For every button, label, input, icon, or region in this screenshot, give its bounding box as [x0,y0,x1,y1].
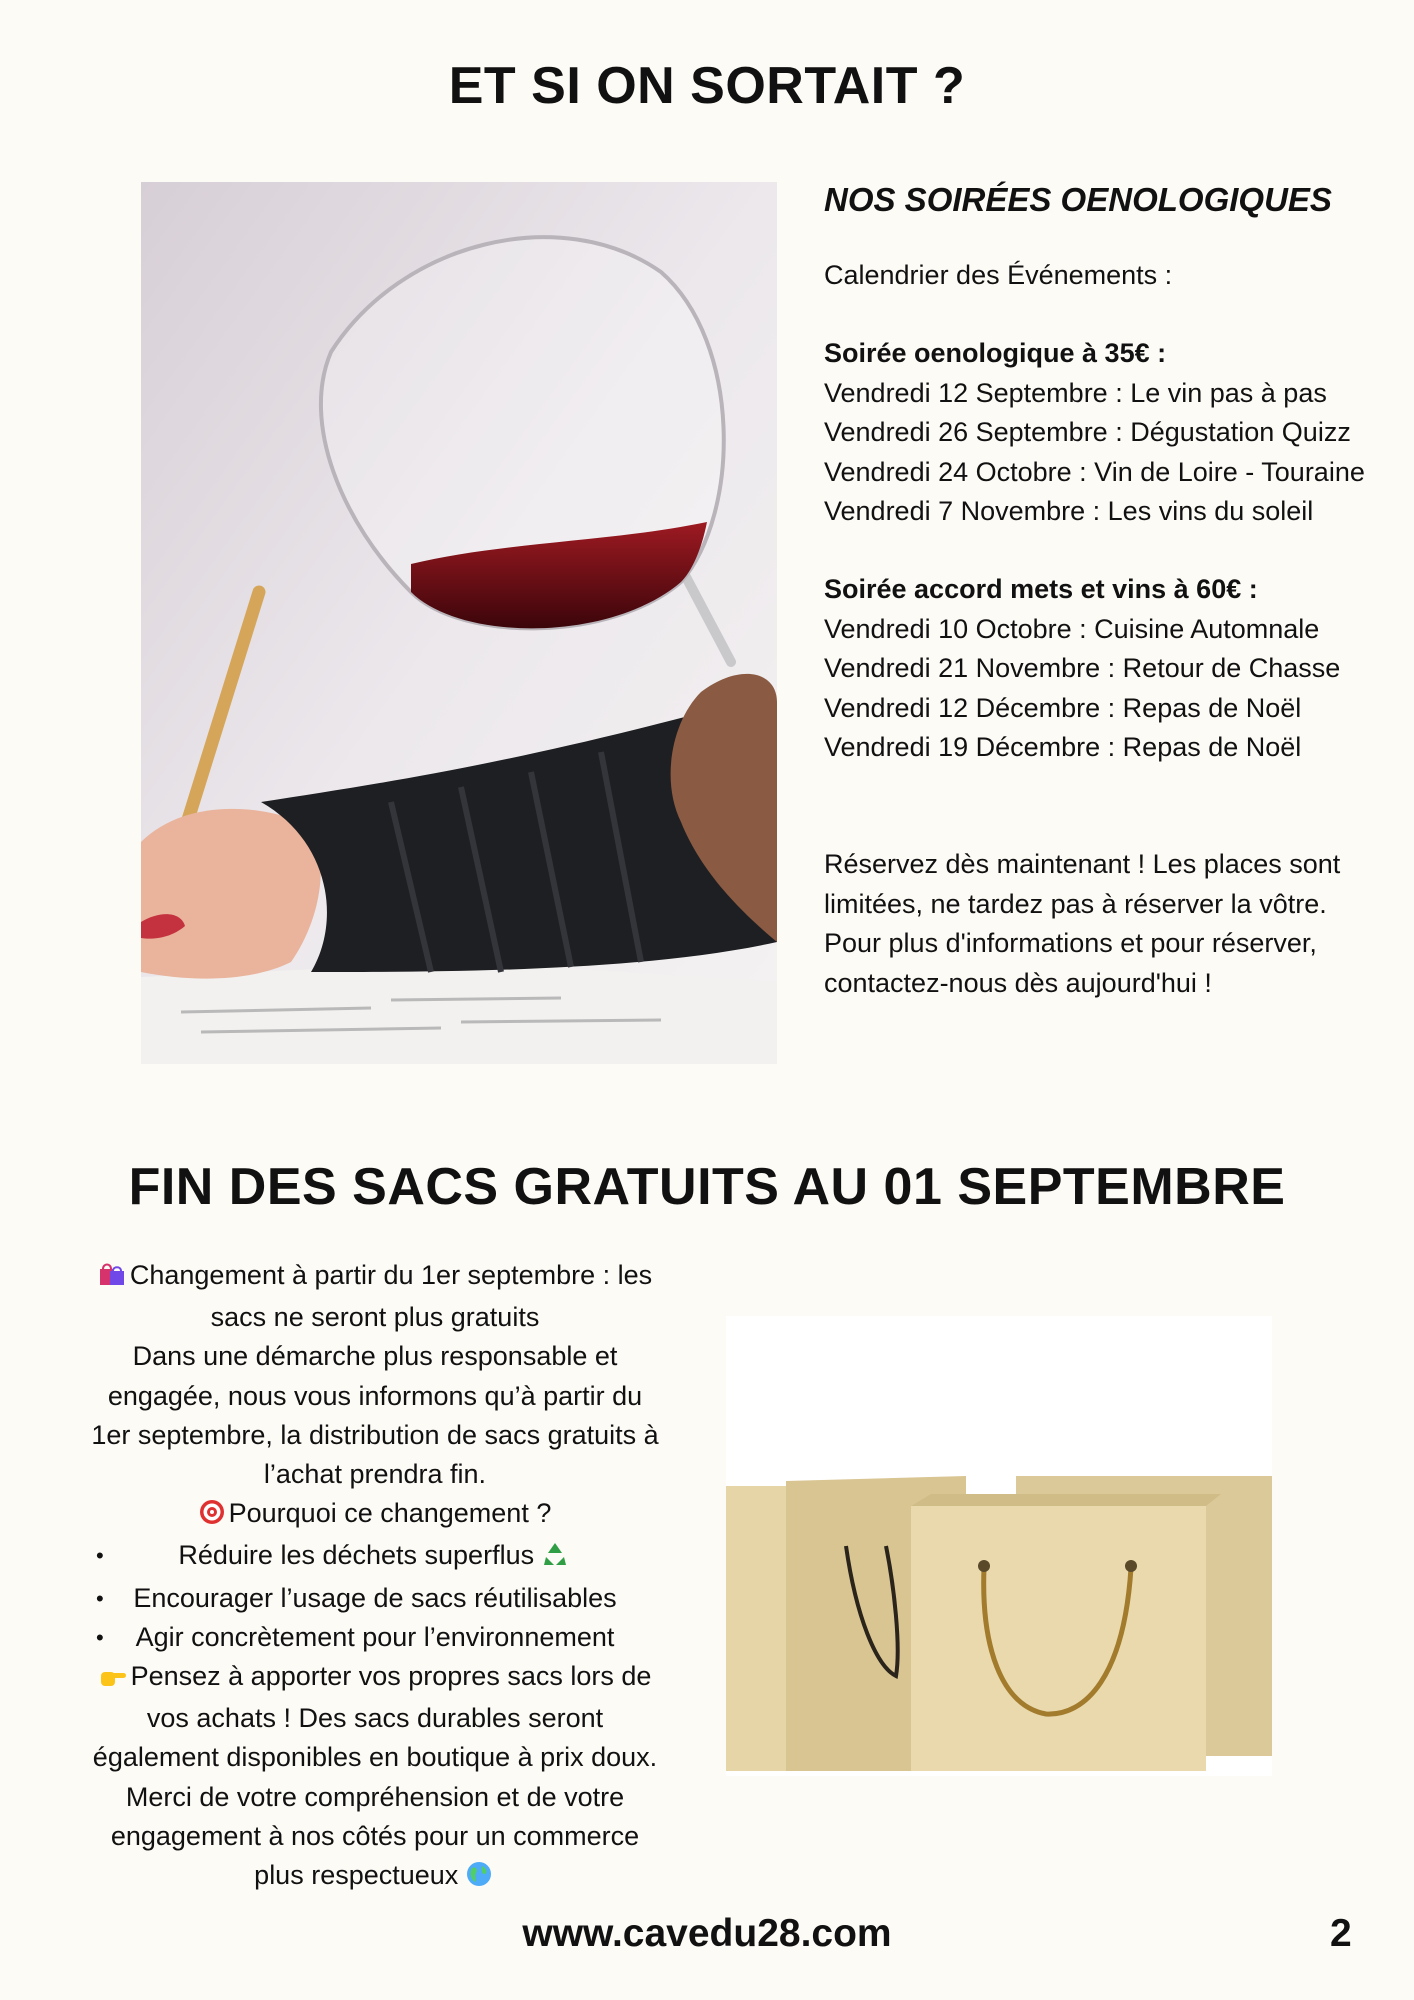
page-number: 2 [1330,1912,1352,1955]
list-item [70,1579,680,1618]
intro-text: Changement à partir du 1er septembre : les [129,1260,653,1290]
body-line: 1er septembre, la distribution de sacs gratuits à [91,1419,659,1450]
bag-notice [70,1256,680,1898]
section-subtitle: NOS SOIRÉES OENOLOGIQUES [824,181,1332,218]
tip-text: également disponibles en boutique à prix doux. [92,1742,658,1773]
event-group-label: Soirée oenologique à 35€ : [824,338,1167,369]
calendar-label: Calendrier des Événements : [824,260,1173,290]
event-item: Vendredi 12 Décembre : Repas de Noël [824,692,1302,723]
body-line: Dans une démarche plus responsable et [132,1341,618,1372]
body-line: engagée, nous vous informons qu’à partir du [107,1380,643,1411]
reservation-line: Pour plus d'informations et pour réserver, [824,928,1317,959]
list-item-text: Agir concrètement pour l’environnement [135,1621,615,1652]
target-icon [199,1497,225,1536]
event-item: Vendredi 19 Décembre : Repas de Noël [824,732,1302,763]
event-group-label: Soirée accord mets et vins à 60€ : [824,574,1258,605]
page-title: ET SI ON SORTAIT ? [448,57,966,115]
thanks-text: Merci de votre compréhension et de votre [125,1781,625,1812]
events-calendar [824,178,1404,1003]
intro-line [70,1256,680,1298]
reservation-line: Réservez dès maintenant ! Les places sont [824,849,1341,880]
thanks-text: engagement à nos côtés pour un commerce [110,1820,640,1851]
why-text: Pourquoi ce changement ? [228,1498,552,1529]
section-title: FIN DES SACS GRATUITS AU 01 SEPTEMBRE [128,1158,1286,1216]
reservation-line: contactez-nous dès aujourd'hui ! [824,967,1212,998]
paper-bags-photo [726,1316,1272,1776]
tip-line [70,1657,680,1699]
shopping-bags-icon [98,1259,126,1298]
list-item-text: Réduire les déchets superflus [178,1540,535,1571]
website-url[interactable]: www.cavedu28.com [522,1912,892,1955]
event-item: Vendredi 10 Octobre : Cuisine Automnale [824,613,1320,644]
body-line: l’achat prendra fin. [263,1459,487,1490]
pointing-hand-icon [99,1660,127,1699]
thanks-text: plus respectueux [254,1860,459,1891]
list-item-text: Encourager l’usage de sacs réutilisables [133,1582,617,1613]
intro-text: sacs ne seront plus gratuits [210,1302,540,1333]
globe-icon [466,1859,492,1898]
tip-text: Pensez à apporter vos propres sacs lors de [130,1661,652,1692]
event-item: Vendredi 24 Octobre : Vin de Loire - Touraine [824,456,1365,487]
recycle-icon [542,1539,568,1578]
list-item [70,1536,680,1578]
reservation-line: limitées, ne tardez pas à réserver la vôtre. [824,888,1327,919]
event-item: Vendredi 7 Novembre : Les vins du soleil [824,496,1314,527]
thanks-line [70,1856,680,1898]
why-line [70,1494,680,1536]
event-item: Vendredi 26 Septembre : Dégustation Quizz [824,417,1351,448]
event-item: Vendredi 12 Septembre : Le vin pas à pas [824,377,1327,408]
reasons-list [70,1536,680,1657]
wine-tasting-photo [141,182,777,1064]
list-item [70,1618,680,1657]
event-item: Vendredi 21 Novembre : Retour de Chasse [824,653,1341,684]
tip-text: vos achats ! Des sacs durables seront [146,1703,604,1734]
